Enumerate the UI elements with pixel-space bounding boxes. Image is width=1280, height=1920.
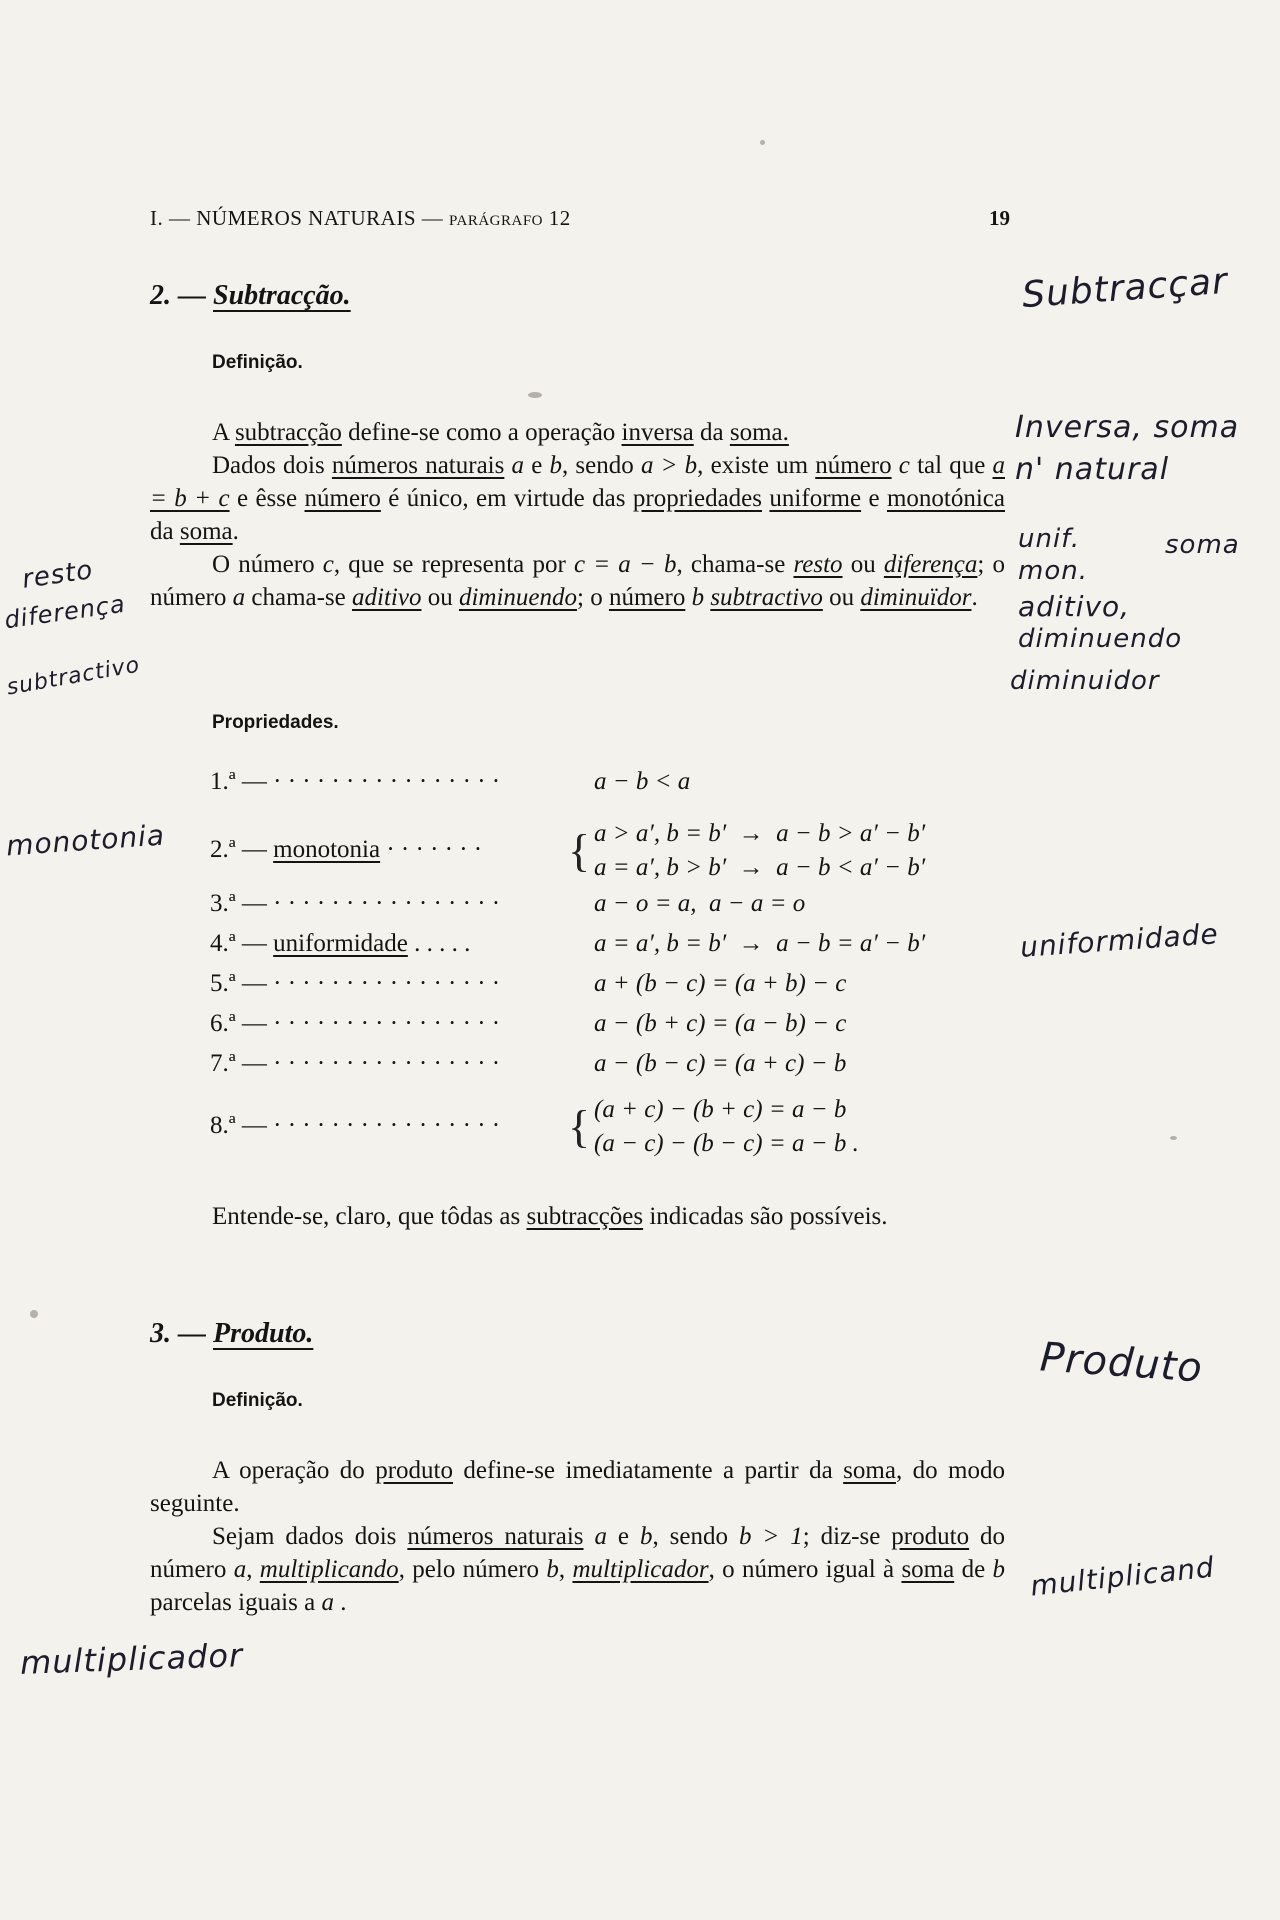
property-1: 1.ª — · · · · · · · · · · · · · · · · a − b < a xyxy=(210,768,691,795)
handwritten-note: subtractivo xyxy=(4,652,142,701)
handwritten-note: uniformidade xyxy=(1019,917,1220,964)
property-7: 7.ª — · · · · · · · · · · · · · · · · a − (b − c) = (a + c) − b xyxy=(210,1050,847,1077)
handwritten-note: Produto xyxy=(1038,1334,1205,1392)
running-header xyxy=(150,206,1010,236)
heading-title: Produto. xyxy=(213,1318,314,1349)
handwritten-note: Inversa, soma xyxy=(1015,410,1240,445)
handwritten-note: multiplicand xyxy=(1028,1550,1217,1603)
handwritten-note: diminuendo xyxy=(1018,624,1183,654)
paragraph: A subtracção define-se como a operação inversa da soma. xyxy=(212,419,789,446)
handwritten-note: diferença xyxy=(2,589,128,635)
section-heading-product xyxy=(150,1318,313,1350)
closing-remark xyxy=(150,1200,1005,1233)
heading-number: 2. — xyxy=(150,280,206,311)
handwritten-note: resto xyxy=(20,555,96,595)
properties-label: Propriedades. xyxy=(212,712,339,733)
paragraph: Entende-se, claro, que tôdas as subtracções indicadas são possíveis. xyxy=(212,1203,888,1230)
handwritten-note: Subtracçar xyxy=(1020,260,1230,317)
property-4: 4.ª — uniformidade . . . . . a = a′, b = b′ → a − b = a′ − b′ xyxy=(210,930,926,957)
handwritten-note: diminuidor xyxy=(1010,666,1160,696)
scan-speck xyxy=(30,1310,38,1318)
handwritten-note: unif. xyxy=(1018,524,1081,554)
handwritten-note: mon. xyxy=(1018,556,1088,586)
definition-label: Definição. xyxy=(212,1390,303,1411)
paragraph: Sejam dados dois números naturais a e b, sendo b > 1; diz-se produto do número a, multiplicando, pelo número b, multiplicador, o número igual à soma de b parcelas iguais a a . xyxy=(150,1523,1006,1616)
scan-speck xyxy=(528,392,542,398)
property-6: 6.ª — · · · · · · · · · · · · · · · · a − (b + c) = (a − b) − c xyxy=(210,1010,847,1037)
heading-number: 3. — xyxy=(150,1318,206,1349)
handwritten-note: n' natural xyxy=(1015,452,1170,487)
property-3: 3.ª — · · · · · · · · · · · · · · · · a − o = a, a − a = o xyxy=(210,890,806,917)
handwritten-note: monotonia xyxy=(5,818,167,863)
handwritten-note: soma xyxy=(1165,530,1240,560)
scan-speck xyxy=(1170,1136,1177,1140)
handwritten-note: aditivo, xyxy=(1018,590,1131,623)
scan-speck xyxy=(760,140,765,145)
definition-text xyxy=(150,416,1005,614)
paragraph: A operação do produto define-se imediatamente a partir da soma, do modo seguinte. xyxy=(150,1457,1005,1517)
chapter-header: I. — NÚMEROS NATURAIS — parágrafo 12 xyxy=(150,206,571,230)
heading-title: Subtracção. xyxy=(213,280,351,311)
property-5: 5.ª — · · · · · · · · · · · · · · · · a + (b − c) = (a + b) − c xyxy=(210,970,847,997)
handwritten-note: multiplicador xyxy=(19,1636,244,1682)
page-number: 19 xyxy=(989,206,1010,230)
definition-label: Definição. xyxy=(212,352,303,373)
product-definition-text xyxy=(150,1454,1005,1619)
property-2: 2.ª — monotonia · · · · · · · { a > a′, b = b′ → a − b > a′ − b′ a = a′, b > b′ → a − b < a′ − b′ xyxy=(210,820,926,881)
paragraph: Dados dois números naturais a e b, sendo a > b, existe um número c tal que a = b + c e êsse número é único, em virtude das propriedades uniforme e monotónica da soma. xyxy=(150,452,1006,545)
section-heading-subtraction xyxy=(150,280,351,312)
property-8: 8.ª — · · · · · · · · · · · · · · · · { (a + c) − (b + c) = a − b (a − c) − (b − c) = a − b . xyxy=(210,1096,859,1157)
paragraph: O número c, que se representa por c = a − b, chama-se resto ou diferença; o número a chama-se aditivo ou diminuendo; o número b subtractivo ou diminuïdor. xyxy=(150,551,1005,611)
